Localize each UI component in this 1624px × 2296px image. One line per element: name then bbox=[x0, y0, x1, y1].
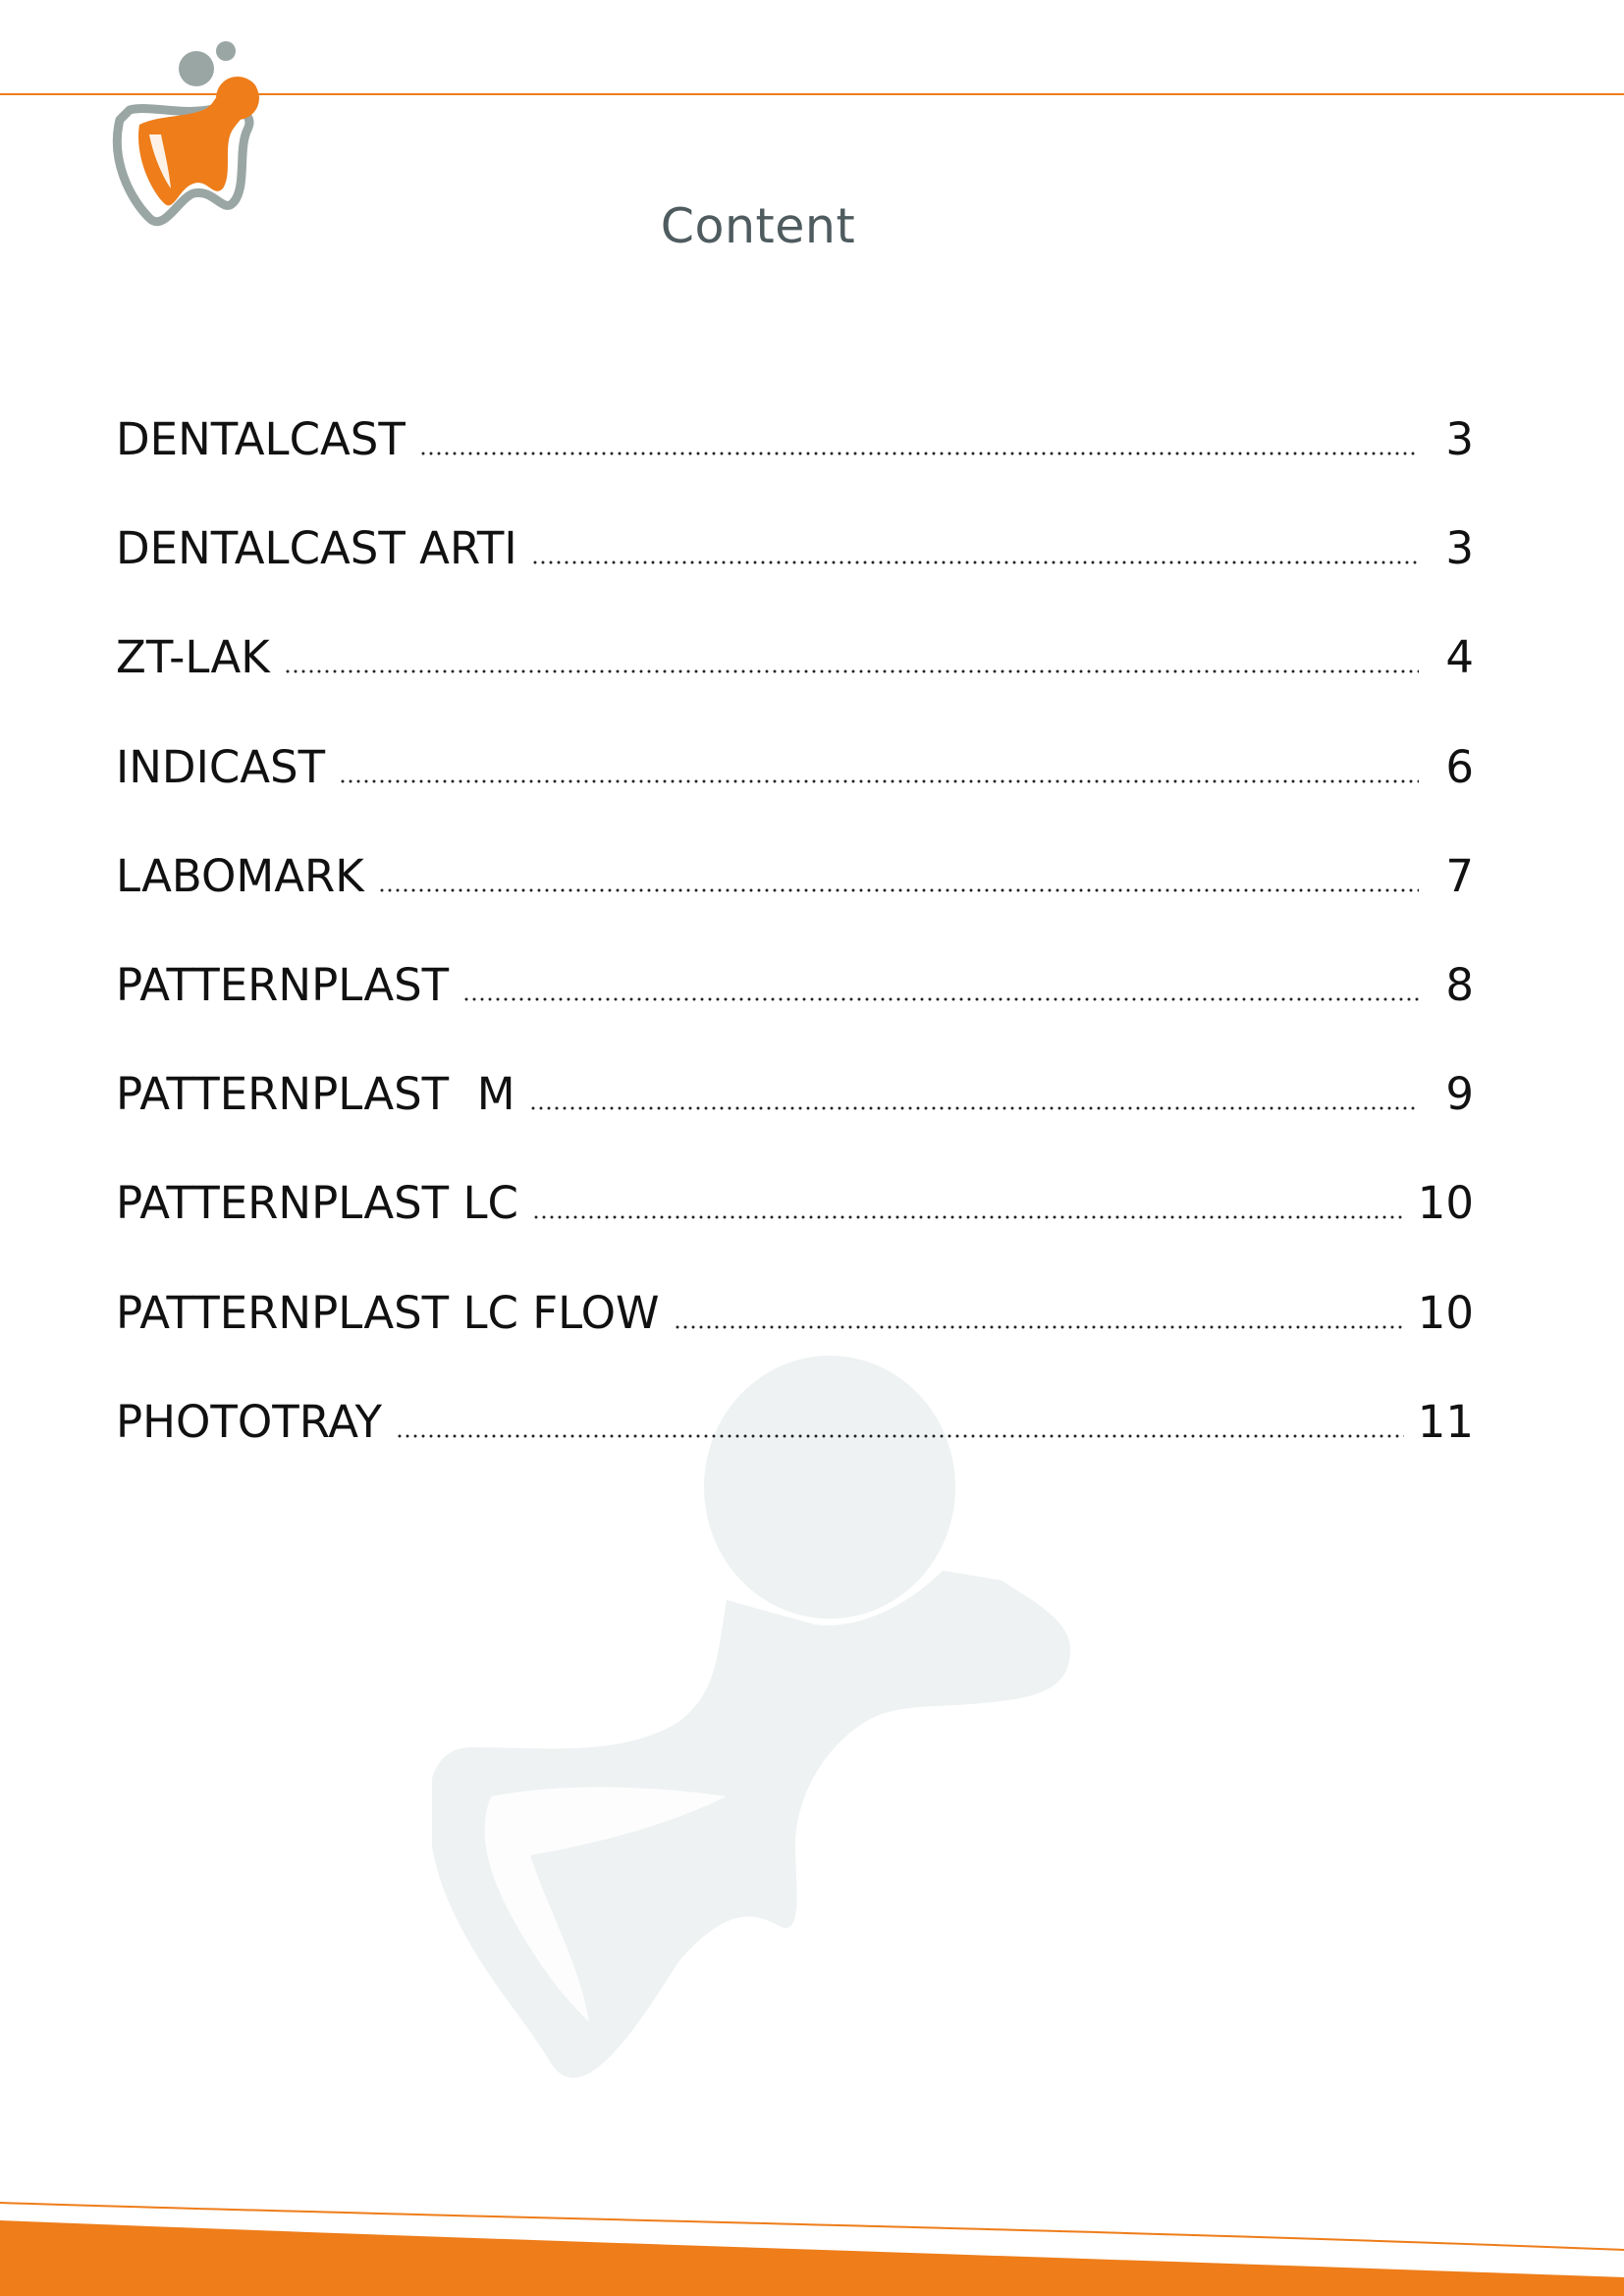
toc-entry-label: ZT-LAK bbox=[116, 631, 270, 684]
toc-entry-label: LABOMARK bbox=[116, 849, 364, 902]
toc-entry-label: PATTERNPLAST LC FLOW bbox=[116, 1286, 660, 1339]
toc-entry[interactable] bbox=[116, 410, 1474, 519]
toc-entry-page-number: 11 bbox=[1417, 1395, 1474, 1448]
toc-entry-page-number: 4 bbox=[1445, 631, 1474, 684]
toc-entry-page-number: 10 bbox=[1417, 1177, 1474, 1230]
toc-dot-leader bbox=[339, 738, 1419, 782]
toc-entry[interactable] bbox=[116, 738, 1474, 847]
toc-entry[interactable] bbox=[116, 1284, 1474, 1393]
toc-entry-label: PATTERNPLAST M bbox=[116, 1068, 515, 1121]
toc-dot-leader bbox=[674, 1284, 1404, 1328]
toc-entry[interactable] bbox=[116, 1393, 1474, 1502]
toc-entry-page-number: 3 bbox=[1445, 522, 1474, 575]
table-of-contents bbox=[116, 410, 1474, 1502]
toc-entry[interactable] bbox=[116, 519, 1474, 628]
toc-entry-page-number: 8 bbox=[1445, 958, 1474, 1011]
toc-dot-leader bbox=[396, 1393, 1404, 1437]
toc-entry-label: PATTERNPLAST LC bbox=[116, 1177, 518, 1230]
toc-entry[interactable] bbox=[116, 956, 1474, 1065]
toc-dot-leader bbox=[462, 956, 1419, 1000]
toc-entry[interactable] bbox=[116, 1174, 1474, 1283]
toc-dot-leader bbox=[529, 1065, 1419, 1109]
bottom-accent-band bbox=[0, 2189, 1624, 2296]
toc-entry-label: PATTERNPLAST bbox=[116, 958, 450, 1011]
toc-entry[interactable] bbox=[116, 628, 1474, 737]
toc-entry-label: DENTALCAST ARTI bbox=[116, 522, 517, 575]
toc-dot-leader bbox=[284, 628, 1419, 672]
toc-dot-leader bbox=[419, 410, 1419, 454]
toc-entry-page-number: 3 bbox=[1445, 413, 1474, 465]
toc-dot-leader bbox=[532, 1174, 1404, 1218]
page-title: Content bbox=[660, 198, 856, 254]
toc-entry-label: DENTALCAST bbox=[116, 413, 406, 465]
toc-entry-label: INDICAST bbox=[116, 740, 326, 793]
toc-entry[interactable] bbox=[116, 1065, 1474, 1174]
toc-entry-page-number: 9 bbox=[1445, 1068, 1474, 1121]
toc-entry[interactable] bbox=[116, 847, 1474, 956]
toc-entry-page-number: 10 bbox=[1417, 1286, 1474, 1339]
toc-entry-label: PHOTOTRAY bbox=[116, 1395, 383, 1448]
toc-entry-page-number: 7 bbox=[1445, 849, 1474, 902]
toc-dot-leader bbox=[531, 519, 1419, 563]
toc-dot-leader bbox=[378, 847, 1419, 891]
toc-entry-page-number: 6 bbox=[1445, 740, 1474, 793]
